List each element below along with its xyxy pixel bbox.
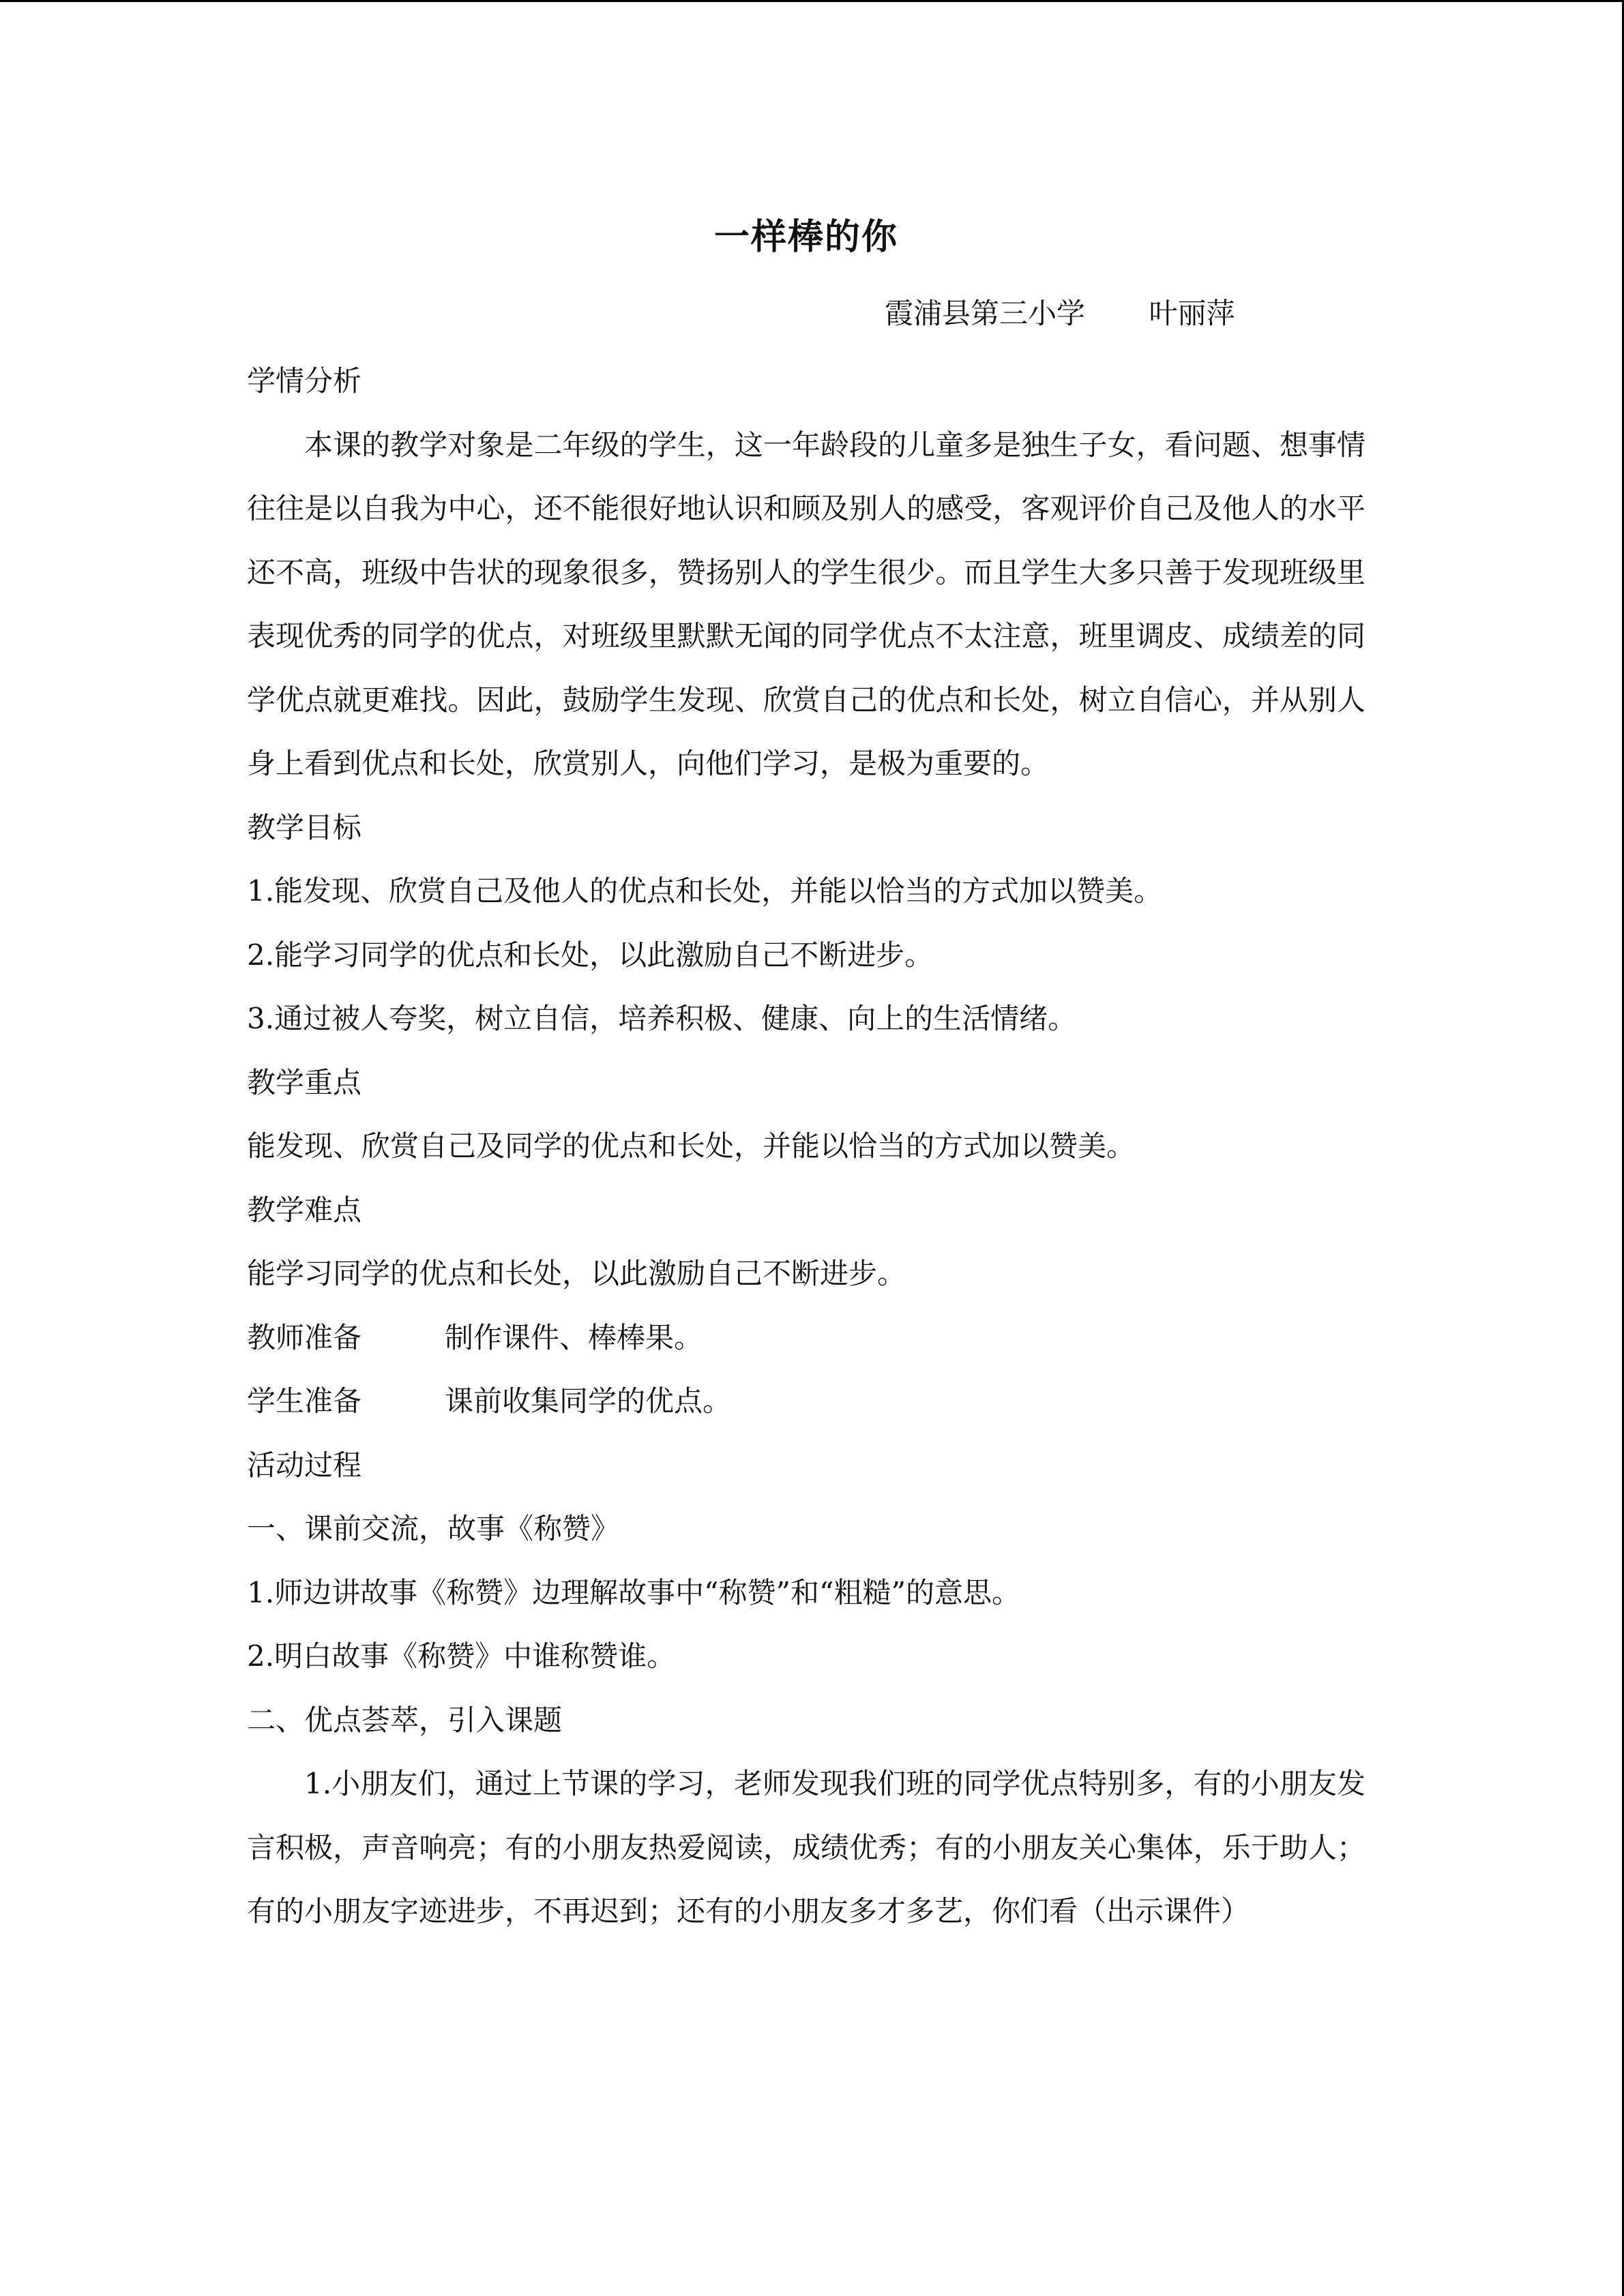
section-heading-goals: 教学目标 (247, 810, 362, 844)
teacher-prep-line (247, 1306, 1365, 1370)
student-prep-text: 课前收集同学的优点。 (445, 1384, 732, 1418)
byline (885, 295, 1235, 333)
key-points-text: 能发现、欣赏自己及同学的优点和长处，并能以恰当的方式加以赞美。 (247, 1129, 1136, 1163)
section-heading-key-points: 教学重点 (247, 1065, 362, 1099)
page-border-top (0, 0, 1624, 2)
teacher-prep-text: 制作课件、棒棒果。 (445, 1320, 703, 1354)
analysis-paragraph: 本课的教学对象是二年级的学生，这一年龄段的儿童多是独生子女，看问题、想事情往往是以自我为中心，还不能很好地认识和顾及别人的感受，客观评价自己及他人的水平还不高，班级中告状的现象很多，赞扬别人的学生很少。而且学生大多只善于发现班级里表现优秀的同学的优点，对班级里默默无闻的同学优点不太注意，班里调皮、成绩差的同学优点就更难找。因此，鼓励学生发现、欣赏自己的优点和长处，树立自信心，并从别人身上看到优点和长处，欣赏别人，向他们学习，是极为重要的。 (247, 428, 1365, 780)
document-body (247, 349, 1365, 1943)
step-item: 2.明白故事《称赞》中谁称赞谁。 (247, 1639, 676, 1673)
student-prep-line (247, 1369, 1365, 1433)
section-heading-analysis: 学情分析 (247, 364, 362, 398)
goal-item: 1.能发现、欣赏自己及他人的优点和长处，并能以恰当的方式加以赞美。 (247, 874, 1163, 908)
step-item: 1.师边讲故事《称赞》边理解故事中“称赞”和“粗糙”的意思。 (247, 1575, 1020, 1609)
step-heading: 一、课前交流，故事《称赞》 (247, 1512, 620, 1545)
student-prep-label: 学生准备 (247, 1384, 362, 1418)
step-heading: 二、优点荟萃，引入课题 (247, 1703, 563, 1737)
section-heading-process: 活动过程 (247, 1448, 362, 1482)
author-name: 叶丽萍 (1149, 297, 1235, 330)
section-heading-difficulty: 教学难点 (247, 1193, 362, 1227)
difficulty-text: 能学习同学的优点和长处，以此激励自己不断进步。 (247, 1257, 906, 1290)
step-paragraph: 1.小朋友们，通过上节课的学习，老师发现我们班的同学优点特别多，有的小朋友发言积极，声音响亮；有的小朋友热爱阅读，成绩优秀；有的小朋友关心集体，乐于助人；有的小朋友字迹进步，不再迟到；还有的小朋友多才多艺，你们看（出示课件） (247, 1767, 1365, 1928)
goal-item: 2.能学习同学的优点和长处，以此激励自己不断进步。 (247, 938, 934, 972)
teacher-prep-label: 教师准备 (247, 1320, 362, 1354)
school-name: 霞浦县第三小学 (885, 297, 1086, 330)
goal-item: 3.通过被人夸奖，树立自信，培养积极、健康、向上的生活情绪。 (247, 1002, 1077, 1035)
document-title: 一样棒的你 (713, 217, 898, 258)
